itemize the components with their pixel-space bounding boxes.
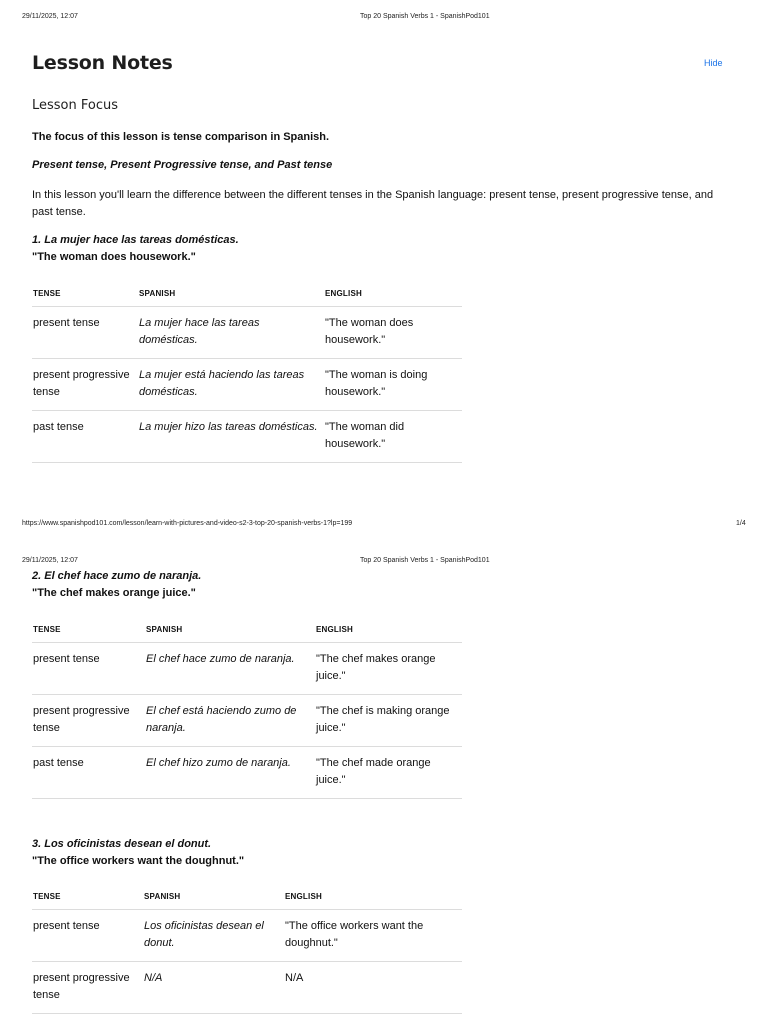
- cell-english: "The chef is making orange juice.": [315, 695, 462, 747]
- tenses-heading: Present tense, Present Progressive tense, and Past tense: [32, 159, 333, 171]
- section-heading: [32, 232, 239, 266]
- table-header-row: [32, 888, 462, 910]
- table-row: [32, 411, 462, 463]
- tense-table: [32, 285, 462, 463]
- sentence-spanish: 2. El chef hace zumo de naranja.: [32, 570, 202, 582]
- sentence-english: "The office workers want the doughnut.": [32, 855, 245, 867]
- table-row: [32, 962, 462, 1014]
- cell-tense: past tense: [32, 411, 138, 463]
- column-header-tense: TENSE: [32, 888, 143, 910]
- cell-tense: present tense: [32, 307, 138, 359]
- column-header-spanish: SPANISH: [138, 285, 324, 307]
- cell-english: "The woman did housework.": [324, 411, 462, 463]
- table-row: [32, 910, 462, 962]
- lesson-focus-heading: Lesson Focus: [32, 98, 119, 113]
- print-header-title: Top 20 Spanish Verbs 1 - SpanishPod101: [360, 13, 490, 20]
- print-header-datetime: 29/11/2025, 12:07: [22, 557, 78, 564]
- intro-paragraph: In this lesson you'll learn the difference between the different tenses in the Spanish language: present tense, present progressive tense, and past tense.: [32, 189, 714, 218]
- cell-english: "The office workers want the doughnut.": [284, 910, 462, 962]
- table-row: [32, 643, 462, 695]
- table-row: [32, 695, 462, 747]
- table-row: [32, 747, 462, 799]
- print-header-title: Top 20 Spanish Verbs 1 - SpanishPod101: [360, 557, 490, 564]
- cell-tense: present progressive tense: [32, 962, 143, 1014]
- section-heading: [32, 836, 244, 870]
- cell-english: "The woman does housework.": [324, 307, 462, 359]
- table-header-row: [32, 621, 462, 643]
- table-row: [32, 307, 462, 359]
- cell-tense: present tense: [32, 910, 143, 962]
- cell-spanish: La mujer está haciendo las tareas domésticas.: [138, 359, 324, 411]
- sentence-english: "The chef makes orange juice.": [32, 587, 196, 599]
- column-header-spanish: SPANISH: [145, 621, 315, 643]
- sentence-english: "The woman does housework.": [32, 251, 196, 263]
- cell-tense: present progressive tense: [32, 695, 145, 747]
- print-footer-url: https://www.spanishpod101.com/lesson/learn-with-pictures-and-video-s2-3-top-20-spanish-verbs-1?lp=199: [22, 520, 353, 527]
- hide-link[interactable]: Hide: [704, 58, 723, 68]
- cell-spanish: N/A: [143, 962, 284, 1014]
- cell-spanish: La mujer hizo las tareas domésticas.: [138, 411, 324, 463]
- column-header-spanish: SPANISH: [143, 888, 284, 910]
- cell-tense: present progressive tense: [32, 359, 138, 411]
- column-header-tense: TENSE: [32, 621, 145, 643]
- cell-tense: present tense: [32, 643, 145, 695]
- cell-spanish: El chef hace zumo de naranja.: [145, 643, 315, 695]
- tense-table: [32, 621, 462, 799]
- tense-table: [32, 888, 462, 1014]
- sentence-spanish: 1. La mujer hace las tareas domésticas.: [32, 234, 239, 246]
- print-header-datetime: 29/11/2025, 12:07: [22, 13, 78, 20]
- column-header-tense: TENSE: [32, 285, 138, 307]
- column-header-english: ENGLISH: [315, 621, 462, 643]
- cell-spanish: La mujer hace las tareas domésticas.: [138, 307, 324, 359]
- cell-english: N/A: [284, 962, 462, 1014]
- cell-spanish: El chef hizo zumo de naranja.: [145, 747, 315, 799]
- cell-tense: past tense: [32, 747, 145, 799]
- section-heading: [32, 568, 201, 602]
- table-row: [32, 359, 462, 411]
- table-header-row: [32, 285, 462, 307]
- cell-english: "The chef makes orange juice.": [315, 643, 462, 695]
- column-header-english: ENGLISH: [324, 285, 462, 307]
- cell-english: "The chef made orange juice.": [315, 747, 462, 799]
- cell-english: "The woman is doing housework.": [324, 359, 462, 411]
- sentence-spanish: 3. Los oficinistas desean el donut.: [32, 838, 212, 850]
- column-header-english: ENGLISH: [284, 888, 462, 910]
- focus-statement: The focus of this lesson is tense comparison in Spanish.: [32, 131, 330, 143]
- cell-spanish: El chef está haciendo zumo de naranja.: [145, 695, 315, 747]
- print-footer-page-number: 1/4: [736, 520, 746, 527]
- page-title: Lesson Notes: [32, 52, 173, 74]
- cell-spanish: Los oficinistas desean el donut.: [143, 910, 284, 962]
